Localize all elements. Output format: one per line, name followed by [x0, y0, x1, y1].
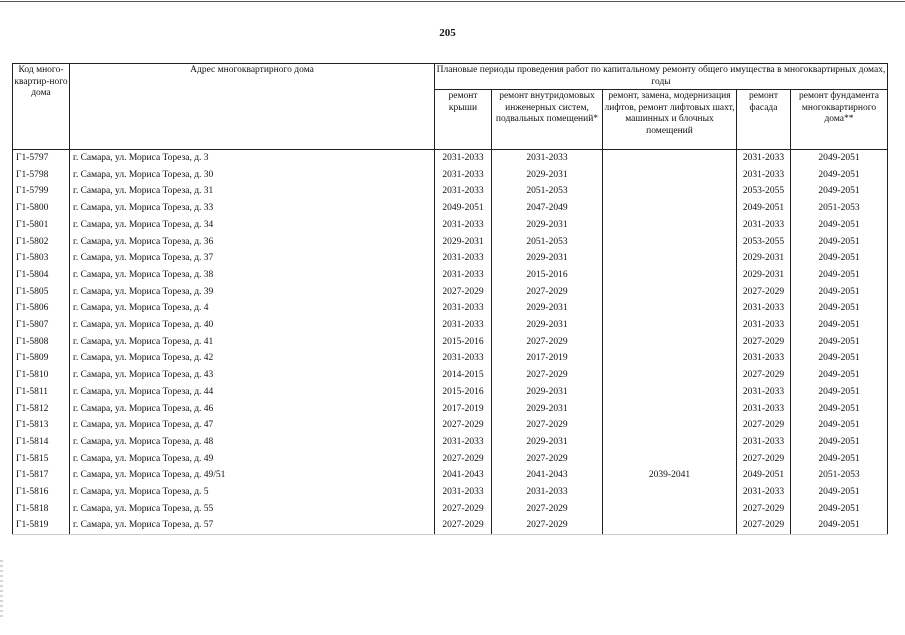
cell-engineering: 2051-2053 [492, 183, 603, 200]
cell-foundation: 2049-2051 [791, 317, 888, 334]
cell-elevators [603, 234, 737, 251]
cell-address: г. Самара, ул. Мориса Тореза, д. 3 [70, 150, 435, 167]
table-row [13, 384, 888, 401]
table-row [13, 501, 888, 518]
cell-code: Г1-5811 [13, 384, 70, 401]
cell-code: Г1-5806 [13, 300, 70, 317]
cell-address: г. Самара, ул. Мориса Тореза, д. 4 [70, 300, 435, 317]
cell-facade: 2031-2033 [737, 384, 791, 401]
cell-address: г. Самара, ул. Мориса Тореза, д. 57 [70, 517, 435, 534]
cell-roof: 2015-2016 [435, 334, 492, 351]
cell-elevators [603, 150, 737, 167]
cell-address: г. Самара, ул. Мориса Тореза, д. 49/51 [70, 467, 435, 484]
cell-foundation: 2049-2051 [791, 384, 888, 401]
cell-address: г. Самара, ул. Мориса Тореза, д. 30 [70, 167, 435, 184]
cell-code: Г1-5810 [13, 367, 70, 384]
cell-facade: 2027-2029 [737, 517, 791, 534]
table-row [13, 217, 888, 234]
top-rule [0, 1, 905, 2]
cell-engineering: 2027-2029 [492, 334, 603, 351]
cell-elevators [603, 250, 737, 267]
header-roof: ремонт крыши [435, 90, 492, 150]
table-row [13, 334, 888, 351]
cell-code: Г1-5801 [13, 217, 70, 234]
cell-engineering: 2029-2031 [492, 217, 603, 234]
cell-facade: 2031-2033 [737, 317, 791, 334]
cell-roof: 2049-2051 [435, 200, 492, 217]
cell-roof: 2031-2033 [435, 300, 492, 317]
cell-facade: 2031-2033 [737, 401, 791, 418]
cell-code: Г1-5813 [13, 417, 70, 434]
cell-roof: 2031-2033 [435, 167, 492, 184]
cell-engineering: 2017-2019 [492, 350, 603, 367]
table-row [13, 300, 888, 317]
cell-elevators [603, 451, 737, 468]
cell-foundation: 2049-2051 [791, 484, 888, 501]
cell-foundation: 2049-2051 [791, 434, 888, 451]
cell-elevators [603, 217, 737, 234]
cell-roof: 2031-2033 [435, 317, 492, 334]
cell-roof: 2027-2029 [435, 517, 492, 534]
cell-facade: 2053-2055 [737, 183, 791, 200]
cell-elevators [603, 401, 737, 418]
cell-address: г. Самара, ул. Мориса Тореза, д. 46 [70, 401, 435, 418]
cell-code: Г1-5797 [13, 150, 70, 167]
cell-roof: 2031-2033 [435, 217, 492, 234]
table-body [13, 150, 888, 535]
cell-code: Г1-5817 [13, 467, 70, 484]
cell-code: Г1-5807 [13, 317, 70, 334]
table-header [13, 64, 888, 150]
table-row [13, 517, 888, 534]
cell-engineering: 2029-2031 [492, 167, 603, 184]
cell-roof: 2027-2029 [435, 501, 492, 518]
cell-foundation: 2049-2051 [791, 451, 888, 468]
cell-elevators [603, 434, 737, 451]
cell-facade: 2031-2033 [737, 167, 791, 184]
cell-facade: 2053-2055 [737, 234, 791, 251]
cell-foundation: 2049-2051 [791, 350, 888, 367]
cell-engineering: 2029-2031 [492, 384, 603, 401]
table-row [13, 367, 888, 384]
cell-facade: 2029-2031 [737, 267, 791, 284]
cell-facade: 2049-2051 [737, 200, 791, 217]
cell-elevators [603, 200, 737, 217]
cell-roof: 2014-2015 [435, 367, 492, 384]
cell-foundation: 2049-2051 [791, 501, 888, 518]
cell-code: Г1-5816 [13, 484, 70, 501]
header-facade: ремонт фасада [737, 90, 791, 150]
cell-address: г. Самара, ул. Мориса Тореза, д. 38 [70, 267, 435, 284]
cell-code: Г1-5815 [13, 451, 70, 468]
cell-elevators [603, 417, 737, 434]
cell-code: Г1-5814 [13, 434, 70, 451]
cell-engineering: 2015-2016 [492, 267, 603, 284]
cell-address: г. Самара, ул. Мориса Тореза, д. 43 [70, 367, 435, 384]
cell-address: г. Самара, ул. Мориса Тореза, д. 36 [70, 234, 435, 251]
cell-elevators [603, 300, 737, 317]
cell-code: Г1-5804 [13, 267, 70, 284]
cell-facade: 2027-2029 [737, 284, 791, 301]
cell-engineering: 2029-2031 [492, 434, 603, 451]
table-row [13, 417, 888, 434]
cell-address: г. Самара, ул. Мориса Тореза, д. 41 [70, 334, 435, 351]
cell-facade: 2027-2029 [737, 417, 791, 434]
cell-code: Г1-5818 [13, 501, 70, 518]
cell-roof: 2031-2033 [435, 183, 492, 200]
cell-foundation: 2049-2051 [791, 300, 888, 317]
cell-facade: 2031-2033 [737, 150, 791, 167]
header-address: Адрес многоквартирного дома [70, 64, 435, 150]
cell-engineering: 2027-2029 [492, 367, 603, 384]
table-row [13, 401, 888, 418]
cell-roof: 2015-2016 [435, 384, 492, 401]
cell-foundation: 2051-2053 [791, 467, 888, 484]
cell-elevators: 2039-2041 [603, 467, 737, 484]
cell-foundation: 2049-2051 [791, 334, 888, 351]
cell-engineering: 2047-2049 [492, 200, 603, 217]
cell-roof: 2029-2031 [435, 234, 492, 251]
header-code: Код много-квартир-ного дома [13, 64, 70, 150]
cell-code: Г1-5803 [13, 250, 70, 267]
cell-engineering: 2029-2031 [492, 300, 603, 317]
cell-roof: 2031-2033 [435, 267, 492, 284]
table-row [13, 250, 888, 267]
cell-code: Г1-5812 [13, 401, 70, 418]
cell-address: г. Самара, ул. Мориса Тореза, д. 34 [70, 217, 435, 234]
cell-engineering: 2027-2029 [492, 517, 603, 534]
cell-address: г. Самара, ул. Мориса Тореза, д. 31 [70, 183, 435, 200]
cell-address: г. Самара, ул. Мориса Тореза, д. 47 [70, 417, 435, 434]
table-row [13, 317, 888, 334]
scan-edge-artifact [0, 560, 3, 620]
cell-foundation: 2049-2051 [791, 150, 888, 167]
cell-code: Г1-5808 [13, 334, 70, 351]
cell-elevators [603, 501, 737, 518]
cell-foundation: 2049-2051 [791, 284, 888, 301]
cell-engineering: 2029-2031 [492, 401, 603, 418]
cell-address: г. Самара, ул. Мориса Тореза, д. 5 [70, 484, 435, 501]
cell-facade: 2031-2033 [737, 350, 791, 367]
table-row [13, 234, 888, 251]
cell-facade: 2029-2031 [737, 250, 791, 267]
table-row [13, 467, 888, 484]
cell-engineering: 2027-2029 [492, 284, 603, 301]
cell-elevators [603, 384, 737, 401]
cell-code: Г1-5802 [13, 234, 70, 251]
cell-roof: 2031-2033 [435, 350, 492, 367]
table-row [13, 284, 888, 301]
cell-foundation: 2049-2051 [791, 234, 888, 251]
cell-foundation: 2049-2051 [791, 367, 888, 384]
cell-address: г. Самара, ул. Мориса Тореза, д. 33 [70, 200, 435, 217]
table-row [13, 434, 888, 451]
cell-facade: 2027-2029 [737, 367, 791, 384]
cell-facade: 2031-2033 [737, 434, 791, 451]
cell-address: г. Самара, ул. Мориса Тореза, д. 55 [70, 501, 435, 518]
header-engineering: ремонт внутридомовых инженерных систем, подвальных помещений* [492, 90, 603, 150]
cell-foundation: 2049-2051 [791, 217, 888, 234]
cell-foundation: 2049-2051 [791, 417, 888, 434]
cell-elevators [603, 267, 737, 284]
cell-roof: 2027-2029 [435, 417, 492, 434]
cell-roof: 2041-2043 [435, 467, 492, 484]
table-row [13, 183, 888, 200]
cell-engineering: 2051-2053 [492, 234, 603, 251]
cell-roof: 2031-2033 [435, 150, 492, 167]
cell-roof: 2017-2019 [435, 401, 492, 418]
cell-address: г. Самара, ул. Мориса Тореза, д. 48 [70, 434, 435, 451]
cell-roof: 2027-2029 [435, 284, 492, 301]
cell-facade: 2027-2029 [737, 451, 791, 468]
cell-elevators [603, 334, 737, 351]
cell-address: г. Самара, ул. Мориса Тореза, д. 49 [70, 451, 435, 468]
cell-foundation: 2049-2051 [791, 401, 888, 418]
capital-repair-table [12, 63, 888, 535]
cell-code: Г1-5819 [13, 517, 70, 534]
cell-code: Г1-5809 [13, 350, 70, 367]
cell-address: г. Самара, ул. Мориса Тореза, д. 42 [70, 350, 435, 367]
table-row [13, 167, 888, 184]
cell-engineering: 2027-2029 [492, 417, 603, 434]
cell-facade: 2031-2033 [737, 217, 791, 234]
cell-code: Г1-5799 [13, 183, 70, 200]
cell-engineering: 2027-2029 [492, 501, 603, 518]
cell-elevators [603, 167, 737, 184]
table-row [13, 451, 888, 468]
cell-roof: 2027-2029 [435, 451, 492, 468]
table-row [13, 484, 888, 501]
cell-address: г. Самара, ул. Мориса Тореза, д. 39 [70, 284, 435, 301]
cell-foundation: 2049-2051 [791, 167, 888, 184]
cell-elevators [603, 284, 737, 301]
cell-foundation: 2049-2051 [791, 267, 888, 284]
table-row [13, 350, 888, 367]
page-number: 205 [439, 27, 456, 39]
cell-roof: 2031-2033 [435, 484, 492, 501]
header-periods-group: Плановые периоды проведения работ по капитальному ремонту общего имущества в многоквартирных домах, годы [435, 64, 888, 90]
cell-elevators [603, 317, 737, 334]
cell-elevators [603, 517, 737, 534]
cell-engineering: 2029-2031 [492, 250, 603, 267]
cell-code: Г1-5798 [13, 167, 70, 184]
cell-facade: 2031-2033 [737, 484, 791, 501]
table-row [13, 150, 888, 167]
cell-facade: 2031-2033 [737, 300, 791, 317]
cell-foundation: 2049-2051 [791, 250, 888, 267]
cell-engineering: 2031-2033 [492, 150, 603, 167]
cell-roof: 2031-2033 [435, 434, 492, 451]
cell-address: г. Самара, ул. Мориса Тореза, д. 44 [70, 384, 435, 401]
cell-facade: 2027-2029 [737, 501, 791, 518]
cell-foundation: 2049-2051 [791, 517, 888, 534]
cell-elevators [603, 484, 737, 501]
cell-elevators [603, 183, 737, 200]
header-foundation: ремонт фундамента многоквартирного дома** [791, 90, 888, 150]
cell-address: г. Самара, ул. Мориса Тореза, д. 40 [70, 317, 435, 334]
cell-elevators [603, 350, 737, 367]
cell-roof: 2031-2033 [435, 250, 492, 267]
cell-facade: 2027-2029 [737, 334, 791, 351]
cell-engineering: 2041-2043 [492, 467, 603, 484]
cell-engineering: 2031-2033 [492, 484, 603, 501]
cell-address: г. Самара, ул. Мориса Тореза, д. 37 [70, 250, 435, 267]
cell-facade: 2049-2051 [737, 467, 791, 484]
cell-engineering: 2029-2031 [492, 317, 603, 334]
cell-foundation: 2049-2051 [791, 183, 888, 200]
cell-elevators [603, 367, 737, 384]
cell-code: Г1-5800 [13, 200, 70, 217]
table-row [13, 200, 888, 217]
table-row [13, 267, 888, 284]
cell-code: Г1-5805 [13, 284, 70, 301]
header-elevators: ремонт, замена, модернизация лифтов, ремонт лифтовых шахт, машинных и блочных помещений [603, 90, 737, 150]
cell-foundation: 2051-2053 [791, 200, 888, 217]
cell-engineering: 2027-2029 [492, 451, 603, 468]
